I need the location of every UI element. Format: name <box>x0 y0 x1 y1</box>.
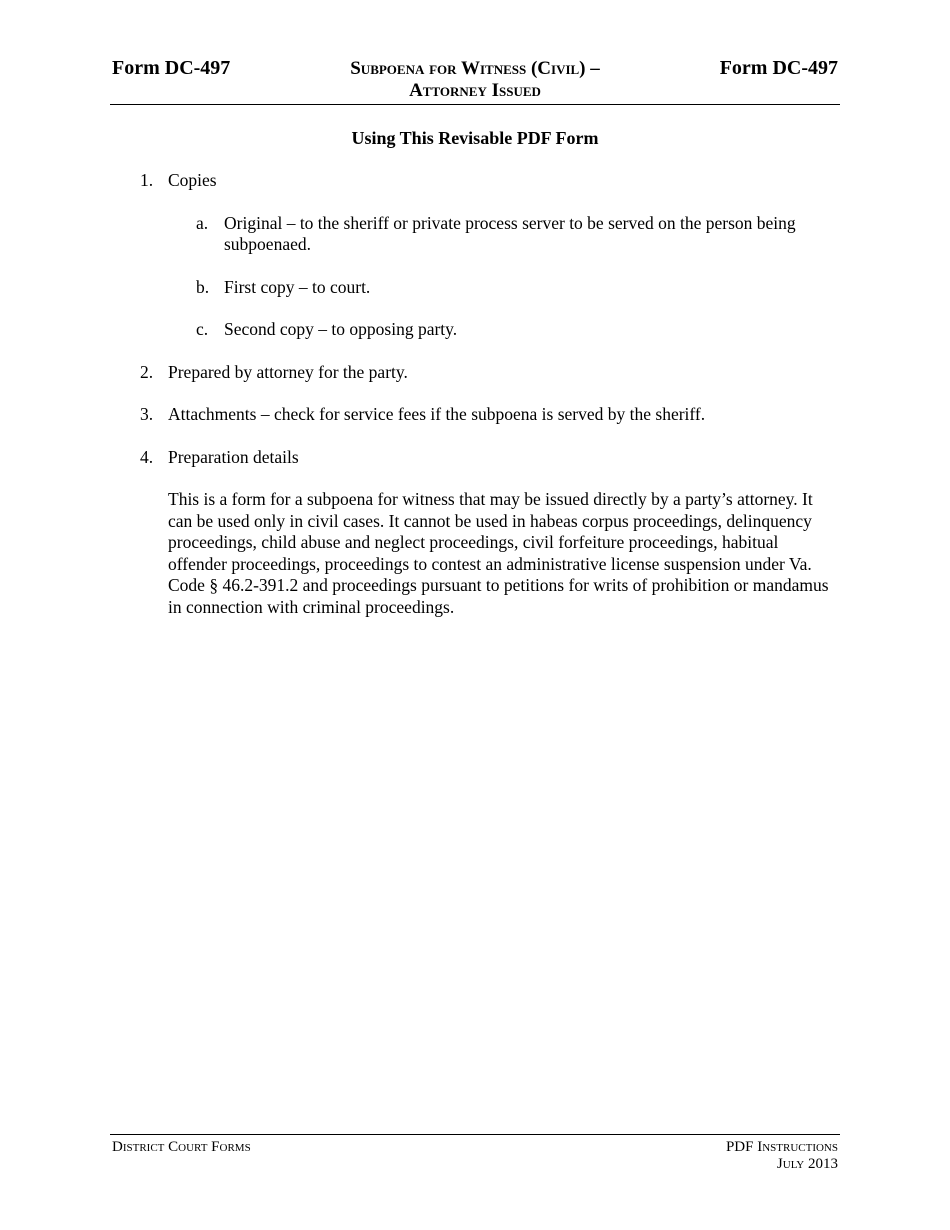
page-title: Using This Revisable PDF Form <box>351 128 599 148</box>
list-item-number: 4. <box>140 446 154 467</box>
list-item-preparation-details <box>110 447 840 619</box>
list-item-text: Prepared by attorney for the party. <box>168 361 408 382</box>
form-title-line-1: Subpoena for Witness (Civil) – <box>350 58 600 79</box>
footer-right <box>726 1139 838 1173</box>
list-item-number: 3. <box>140 404 154 424</box>
list-item-text: Copies <box>168 170 217 190</box>
form-title <box>305 58 645 102</box>
page-header <box>110 56 840 105</box>
sub-list-item-text: Second copy – to opposing party. <box>224 319 458 339</box>
sub-list-item-letter: a. <box>196 212 209 233</box>
details-paragraph: This is a form for a subpoena for witness that may be issued directly by a party’s attorney. It can be used only in civil cases. It cannot be used in habeas corpus proceedings, delinquency proceedings, child abuse and neglect proceedings, civil forfeiture proceedings, habitual offender proceedings, proceedings to contest an administrative license suspension under Va. Code § 46.2-391.2 and proceedings pursuant to petitions for writs of prohibition or mandamus in connection with criminal proceedings. <box>168 489 829 617</box>
sub-list-item-text: Original – to the sheriff or private process server to be served on the person being subpoenaed. <box>224 212 796 254</box>
form-number-right: Form DC-497 <box>719 57 838 79</box>
list-item-text: Preparation details <box>168 446 299 467</box>
page-footer <box>110 1134 840 1172</box>
footer-right-line-1: PDF Instructions <box>725 1139 838 1155</box>
footer-right-line-2: July 2013 <box>776 1156 838 1172</box>
sub-list-item-letter: c. <box>196 319 209 339</box>
form-title-line-2: Attorney Issued <box>409 80 541 101</box>
list-item-number: 2. <box>140 361 154 382</box>
list-item-number: 1. <box>140 170 154 190</box>
sub-list-item-second-copy <box>168 319 840 341</box>
sub-list-item-original <box>168 213 840 256</box>
list-item-copies <box>110 170 840 341</box>
sub-list-item-first-copy <box>168 277 840 299</box>
sub-list-item-letter: b. <box>196 276 210 297</box>
sub-list-item-text: First copy – to court. <box>224 276 371 297</box>
list-item-text: Attachments – check for service fees if the subpoena is served by the sheriff. <box>168 404 706 424</box>
footer-left: District Court Forms <box>112 1139 251 1155</box>
form-number-left: Form DC-497 <box>112 57 231 79</box>
instructions-list <box>110 170 840 639</box>
list-item-attachments <box>110 404 840 426</box>
list-item-prepared-by <box>110 362 840 384</box>
